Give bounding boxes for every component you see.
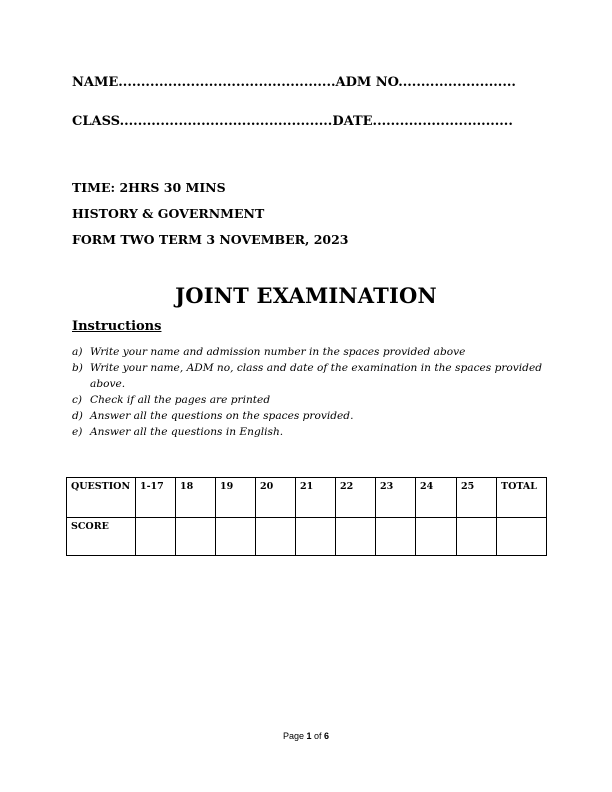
question-header-cell: 22 [336,478,376,518]
instruction-marker: b) [72,362,83,374]
instruction-marker: a) [72,346,83,358]
class-date-field: CLASS...............................................DATE............................... [72,114,513,129]
score-cell [176,518,216,556]
question-header-cell: 1-17 [136,478,176,518]
instruction-item [72,344,542,360]
instruction-text: Write your name, ADM no, class and date of the examination in the spaces provided above. [90,362,543,390]
instruction-item [72,392,542,408]
score-cell [256,518,296,556]
exam-time: TIME: 2HRS 30 MINS [72,180,226,195]
instruction-item [72,424,542,440]
score-cell [336,518,376,556]
page-title: JOINT EXAMINATION [175,283,437,308]
instruction-marker: d) [72,410,83,422]
question-header-cell: 25 [457,478,497,518]
question-row [67,478,547,518]
exam-subject: HISTORY & GOVERNMENT [72,206,265,221]
question-header-cell: QUESTION [67,478,136,518]
page-total: 6 [324,731,330,741]
question-header-cell: 21 [296,478,336,518]
instruction-item [72,408,542,424]
question-header-cell: TOTAL [497,478,547,518]
instruction-marker: c) [72,394,83,406]
score-cell [296,518,336,556]
instruction-text: Write your name and admission number in the spaces provided above [90,346,466,358]
score-cell [457,518,497,556]
question-header-cell: 20 [256,478,296,518]
instruction-marker: e) [72,426,83,438]
question-header-cell: 18 [176,478,216,518]
instruction-text: Answer all the questions in English. [90,426,284,438]
page-prefix: Page [282,731,307,741]
score-label-cell: SCORE [67,518,136,556]
score-row [67,518,547,556]
score-cell [416,518,457,556]
page-number [0,731,612,741]
question-header-cell: 23 [376,478,416,518]
score-cell [376,518,416,556]
instructions-heading: Instructions [72,319,162,334]
score-cell [497,518,547,556]
instructions-list [72,344,542,440]
score-cell [216,518,256,556]
instruction-text: Check if all the pages are printed [90,394,271,406]
score-cell [136,518,176,556]
question-header-cell: 24 [416,478,457,518]
page-separator: of [311,731,325,741]
exam-form-term: FORM TWO TERM 3 NOVEMBER, 2023 [72,232,349,247]
question-header-cell: 19 [216,478,256,518]
name-adm-field: NAME................................................ADM NO.......................... [72,75,516,90]
page-current: 1 [306,731,312,741]
instruction-text: Answer all the questions on the spaces provided. [90,410,354,422]
score-table [66,477,547,556]
instruction-item [72,360,542,392]
